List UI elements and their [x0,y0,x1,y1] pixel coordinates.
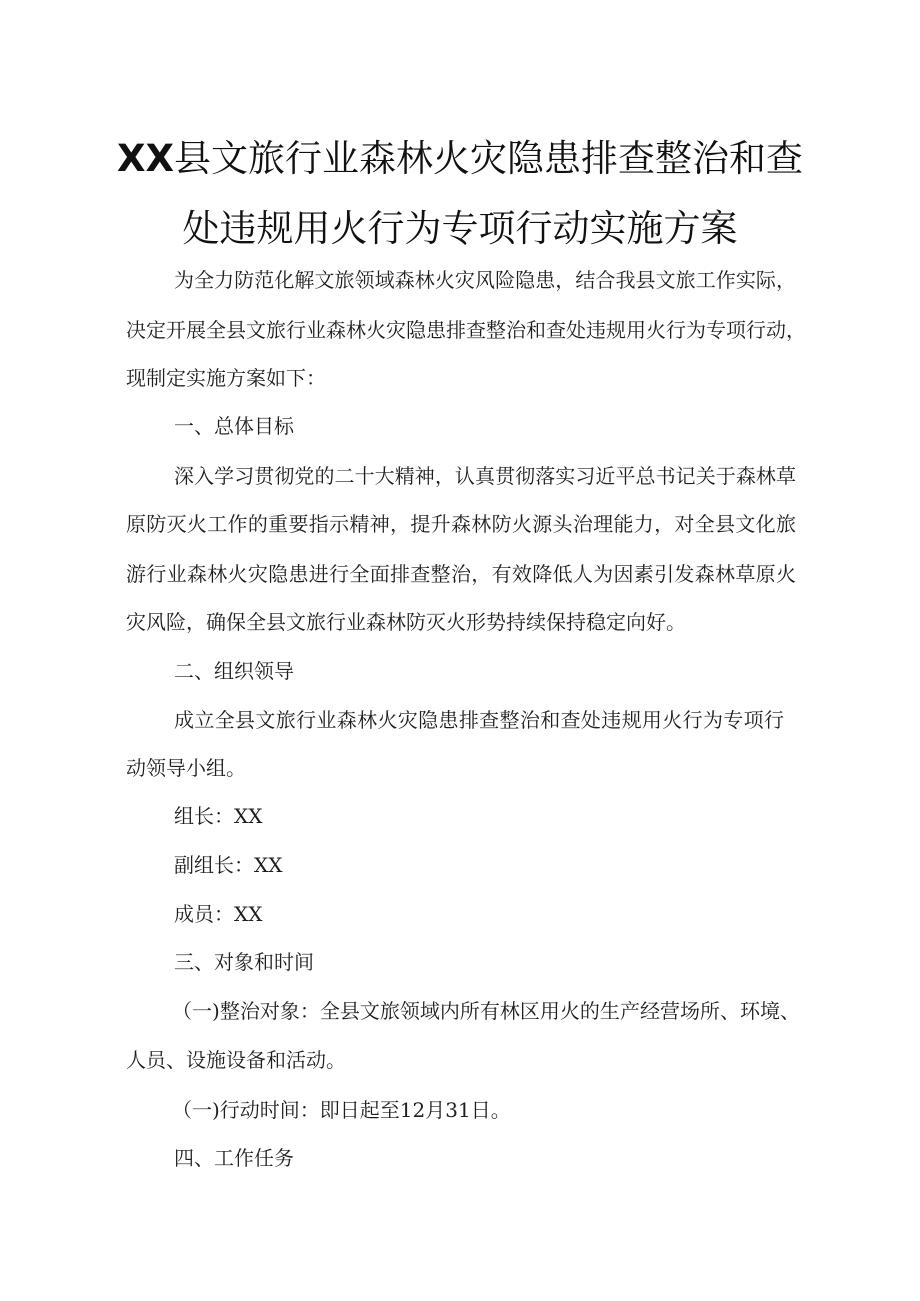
section-2-heading: 二、组织领导 [174,659,294,683]
document-title-line-1 [60,128,860,182]
section-3-heading: 三、对象和时间 [174,950,314,974]
section-2-line-1: 成立全县文旅行业森林火灾隐患排查整治和查处违规用火行为专项行 [174,708,784,732]
section-1-heading: 一、总体目标 [174,414,294,438]
intro-line-3: 现制定实施方案如下： [126,366,326,390]
members-line: 成员：XX [174,902,263,926]
intro-line-1: 为全力防范化解文旅领域森林火灾风险隐患，结合我县文旅工作实际， [174,268,796,292]
title-line-1-text: 县文旅行业森林火灾隐患排查整治和查 [174,137,804,180]
title-placeholder-xx: XX [116,137,175,180]
leader-line: 组长：XX [174,804,263,828]
target-line-1: （一)整治对象：全县文旅领域内所有林区用火的生产经营场所、环境、 [172,999,800,1023]
section-1-line-3: 游行业森林火灾隐患进行全面排查整治，有效降低人为因素引发森林草原火 [126,562,796,586]
section-1-line-4: 灾风险，确保全县文旅行业森林防灭火形势持续保持稳定向好。 [126,610,686,634]
deputy-leader-line: 副组长：XX [174,853,283,877]
intro-line-2: 决定开展全县文旅行业森林火灾隐患排查整治和查处违规用火行为专项行动， [126,318,806,342]
section-4-heading: 四、工作任务 [174,1146,294,1170]
target-line-2: 人员、设施设备和活动。 [126,1048,346,1072]
section-1-line-1: 深入学习贯彻党的二十大精神，认真贯彻落实习近平总书记关于森林草 [174,464,796,488]
section-1-line-2: 原防灭火工作的重要指示精神，提升森林防火源头治理能力，对全县文化旅 [126,512,796,536]
action-time-line: （一)行动时间：即日起至12月31日。 [172,1098,511,1122]
section-2-line-2: 动领导小组。 [126,756,246,780]
document-title-line-2: 处违规用火行为专项行动实施方案 [182,207,738,250]
